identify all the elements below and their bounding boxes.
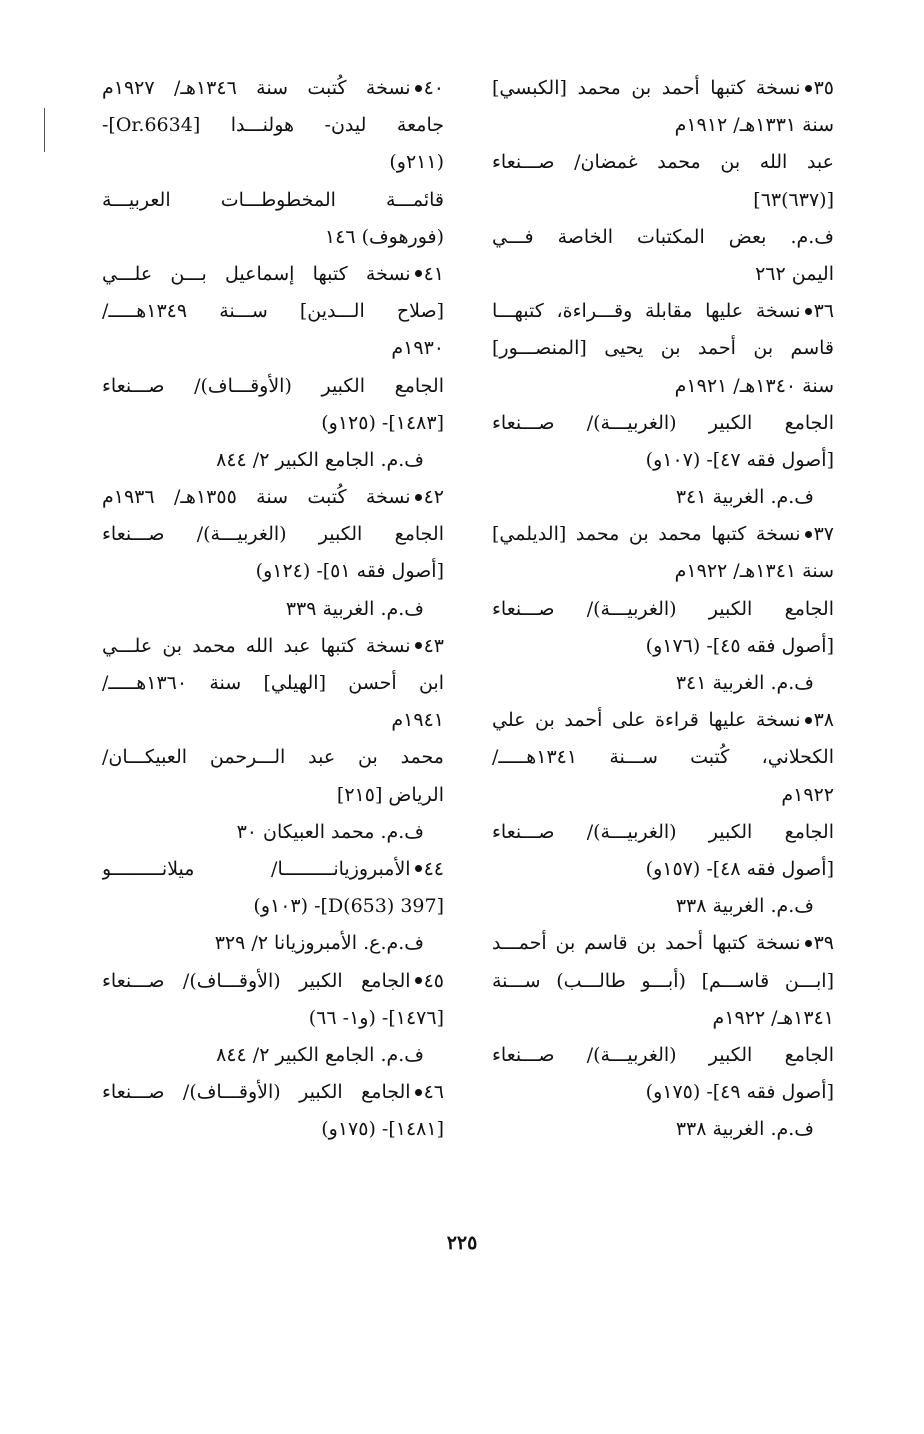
entry-text: نسخة كتبها محمد بن محمد [الديلمي] <box>492 523 801 546</box>
left-column <box>102 70 444 1148</box>
entry-text: جامعة ليدن- هولنـــدا [Or.6634]- <box>102 114 444 137</box>
entry-text: [أصول فقه ٤٩]- (١٧٥و) <box>645 1081 834 1104</box>
manuscript-entry <box>102 256 444 479</box>
entry-text: اليمن ٢٦٢ <box>755 262 834 285</box>
entry-text: نسخة كتبها أحمد بن محمد [الكبسي] <box>492 77 801 99</box>
bullet-icon <box>415 85 422 92</box>
entry-line <box>102 665 444 702</box>
entry-line <box>102 144 444 181</box>
entry-text: الكحلاني، كُتبت ســـنة ١٣٤١هـــــ/ <box>492 746 834 769</box>
entry-line <box>492 888 834 925</box>
entry-line <box>102 516 444 553</box>
entry-first-line <box>492 516 834 553</box>
entry-first-line <box>492 702 834 739</box>
entry-text: نسخة كُتبت سنة ١٣٤٦هـ/ ١٩٢٧م <box>102 77 411 99</box>
bullet-icon <box>805 85 812 92</box>
entry-number: ٣٩ <box>813 932 834 955</box>
entry-text: ف.م. الغربية ٣٣٩ <box>285 597 424 620</box>
entry-text: ١٩٢٢م <box>781 783 834 806</box>
entry-number: ٣٦ <box>813 300 834 323</box>
entry-text: ف.م. محمد العبيكان ٣٠ <box>236 820 424 843</box>
entry-first-line <box>102 70 444 107</box>
entry-text: نسخة كُتبت سنة ١٣٥٥هـ/ ١٩٣٦م <box>102 486 411 509</box>
entry-text: سنة ١٣٤٠هـ/ ١٩٢١م <box>674 374 834 397</box>
entry-line <box>492 368 834 405</box>
entry-first-line <box>102 963 444 1000</box>
entry-line <box>102 888 444 925</box>
entry-line <box>102 702 444 739</box>
manuscript-entry <box>102 70 444 256</box>
entry-first-line <box>102 1074 444 1111</box>
entry-text: (فورهوف) ١٤٦ <box>324 225 444 248</box>
entry-text: قائمـــة المخطوطـــات العربيـــة <box>102 188 444 211</box>
bullet-icon <box>415 865 422 872</box>
entry-first-line <box>492 70 834 107</box>
entry-first-line <box>102 479 444 516</box>
entry-number: ٤٤ <box>423 857 444 880</box>
entry-text: [397 D(653)]- (١٠٣و) <box>253 895 444 918</box>
manuscript-entry <box>102 1074 444 1148</box>
entry-number: ٤٣ <box>423 634 444 657</box>
entry-text: ف.م.ع. الأمبروزيانا ٢/ ٣٢٩ <box>214 932 424 955</box>
entry-text: الجامع الكبير (الغربيـــة)/ صـــنعاء <box>492 1043 834 1066</box>
entry-text: سنة ١٣٤١هـ/ ١٩٢٢م <box>674 560 834 583</box>
entry-line <box>102 777 444 814</box>
entry-number: ٤٢ <box>423 486 444 509</box>
manuscript-entry <box>492 293 834 516</box>
entry-line <box>102 1037 444 1074</box>
entry-line <box>492 814 834 851</box>
entry-line <box>492 256 834 293</box>
manuscript-entry <box>102 628 444 851</box>
manuscript-entry <box>492 925 834 1148</box>
entry-text: ف.م. الجامع الكبير ٢/ ٨٤٤ <box>216 1043 424 1066</box>
entry-first-line <box>102 256 444 293</box>
entry-number: ٣٥ <box>813 77 834 99</box>
bullet-icon <box>415 270 422 277</box>
entry-line <box>492 1037 834 1074</box>
entry-line <box>492 219 834 256</box>
entry-text: [أصول فقه ٤٥]- (١٧٦و) <box>645 634 834 657</box>
bullet-icon <box>805 717 812 724</box>
entry-text: [صلاح الـــدين] ســـنة ١٣٤٩هـــــ/ <box>102 300 444 323</box>
entry-text: [١٤٧٦]- (و١- ٦٦) <box>308 1006 444 1029</box>
entry-text: ف.م. الغربية ٣٤١ <box>675 486 814 509</box>
entry-text: ١٩٣٠م <box>391 337 444 360</box>
entry-text: الجامع الكبير (الأوقـــاف)/ صـــنعاء <box>102 1081 411 1104</box>
entry-line <box>492 1000 834 1037</box>
entry-text: الجامع الكبير (الغربيـــة)/ صـــنعاء <box>492 411 834 434</box>
bullet-icon <box>415 1089 422 1096</box>
entry-line <box>102 107 444 144</box>
entry-line <box>492 665 834 702</box>
entry-number: ٣٧ <box>813 523 834 546</box>
entry-line <box>492 851 834 888</box>
entry-text: ف.م. الغربية ٣٤١ <box>675 672 814 694</box>
bullet-icon <box>805 531 812 538</box>
manuscript-entry <box>102 963 444 1075</box>
entry-text: سنة ١٣٣١هـ/ ١٩١٢م <box>674 114 834 137</box>
entry-line <box>492 628 834 665</box>
entry-first-line <box>492 293 834 330</box>
entry-text: [ابـــن قاســـم] (أبـــو طالـــب) ســـنة <box>492 969 834 992</box>
entry-line <box>102 739 444 776</box>
manuscript-entry <box>492 516 834 702</box>
entry-line <box>492 1074 834 1111</box>
entry-line <box>102 814 444 851</box>
entry-line <box>102 293 444 330</box>
bullet-icon <box>805 308 812 315</box>
entry-text: (٢١١و) <box>389 151 444 174</box>
entry-text: ١٩٤١م <box>391 709 444 732</box>
entry-line <box>492 963 834 1000</box>
entry-line <box>492 330 834 367</box>
entry-line <box>102 1000 444 1037</box>
entry-text: نسخة كتبها إسماعيل بـــن علـــي <box>102 262 411 285</box>
entry-text: قاسم بن أحمد بن يحيى [المنصـــور] <box>492 337 834 360</box>
entry-text: [١٤٨١]- (١٧٥و) <box>321 1118 444 1141</box>
entry-text: نسخة كتبها أحمد بن قاسم بن أحمـــد <box>492 932 801 955</box>
entry-line <box>492 405 834 442</box>
entry-line <box>492 107 834 144</box>
entry-line <box>492 144 834 181</box>
entry-number: ٤٦ <box>423 1081 444 1104</box>
entry-text: [١٤٨٣]- (١٢٥و) <box>321 411 444 434</box>
bullet-icon <box>415 977 422 984</box>
entry-text: نسخة كتبها عبد الله محمد بن علـــي <box>102 634 411 657</box>
entry-text: الجامع الكبير (الغربيـــة)/ صـــنعاء <box>492 820 834 843</box>
entry-text: الجامع الكبير (الأوقـــاف)/ صـــنعاء <box>102 374 444 397</box>
entry-line <box>102 1111 444 1148</box>
entry-text: ابن أحسن [الهيلي] سنة ١٣٦٠هـــــ/ <box>102 672 444 694</box>
entry-text: الجامع الكبير (الغربيـــة)/ صـــنعاء <box>492 597 834 620</box>
entry-number: ٤١ <box>423 262 444 285</box>
entry-text: الأمبروزيانـــــــــا/ ميلانـــــــــو <box>102 857 411 880</box>
entry-text: نسخة عليها مقابلة وقـــراءة، كتبهـــا <box>492 300 801 323</box>
bullet-icon <box>805 940 812 947</box>
entry-line <box>492 479 834 516</box>
entry-text: نسخة عليها قراءة على أحمد بن علي <box>492 709 801 732</box>
entry-line <box>102 591 444 628</box>
entry-line <box>102 219 444 256</box>
entry-text: ف.م. بعض المكتبات الخاصة فـــي <box>492 225 834 248</box>
manuscript-entry <box>492 70 834 293</box>
entry-text: ١٣٤١هـ/ ١٩٢٢م <box>712 1006 834 1029</box>
entry-text: الرياض [٢١٥] <box>336 783 444 806</box>
entry-line <box>102 405 444 442</box>
manuscript-entry <box>492 702 834 925</box>
entry-text: [(٦٣٧)٦٣] <box>753 188 834 211</box>
entry-line <box>102 442 444 479</box>
manuscript-entry <box>102 479 444 628</box>
entry-line <box>492 1111 834 1148</box>
entry-number: ٣٨ <box>813 709 834 732</box>
right-column <box>492 70 834 1148</box>
bullet-icon <box>415 642 422 649</box>
entry-line <box>102 330 444 367</box>
entry-line <box>492 777 834 814</box>
entry-number: ٤٠ <box>423 77 444 99</box>
entry-first-line <box>102 628 444 665</box>
entry-text: ف.م. الغربية ٣٣٨ <box>675 895 814 918</box>
entry-line <box>492 553 834 590</box>
entry-text: [أصول فقه ٤٨]- (١٥٧و) <box>645 857 834 880</box>
entry-text: [أصول فقه ٤٧]- (١٠٧و) <box>645 448 834 471</box>
page-number: ٢٢٥ <box>446 1232 478 1254</box>
entry-text: ف.م. الغربية ٣٣٨ <box>675 1118 814 1141</box>
entry-line <box>102 368 444 405</box>
entry-line <box>102 553 444 590</box>
entry-text: الجامع الكبير (الغربيـــة)/ صـــنعاء <box>102 523 444 546</box>
entry-text: محمد بن عبد الـــرحمن العبيكـــان/ <box>102 746 444 769</box>
entry-text: ف.م. الجامع الكبير ٢/ ٨٤٤ <box>216 448 424 471</box>
entry-number: ٤٥ <box>423 969 444 992</box>
entry-line <box>492 591 834 628</box>
margin-mark <box>44 108 45 152</box>
entry-line <box>492 739 834 776</box>
manuscript-entry <box>102 851 444 963</box>
entry-line <box>102 925 444 962</box>
entry-line <box>102 182 444 219</box>
entry-text: [أصول فقه ٥١]- (١٢٤و) <box>255 560 444 583</box>
bullet-icon <box>415 494 422 501</box>
entry-first-line <box>102 851 444 888</box>
entry-first-line <box>492 925 834 962</box>
entry-text: الجامع الكبير (الأوقـــاف)/ صـــنعاء <box>102 969 411 992</box>
entry-line <box>492 182 834 219</box>
entry-line <box>492 442 834 479</box>
entry-text: عبد الله بن محمد غمضان/ صـــنعاء <box>492 151 834 174</box>
